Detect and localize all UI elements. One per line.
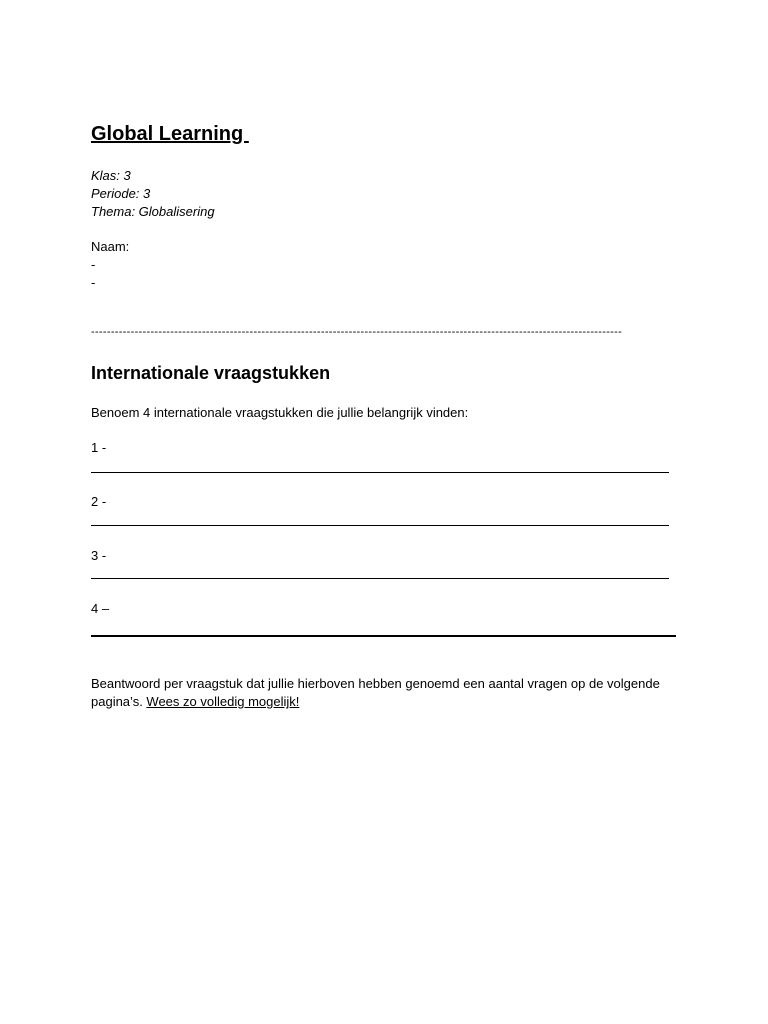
closing-text: Beantwoord per vraagstuk dat jullie hierboven hebben genoemd een aantal vragen op de volgende pagina’s. [91,676,660,709]
answer-item-label: 1 - [91,440,107,455]
closing-paragraph [91,675,681,711]
document-title: Global Learning [91,123,249,145]
name-entry: - [91,275,96,290]
answer-item-label: 4 – [91,601,110,616]
name-entry: - [91,257,96,272]
closing-emphasis: Wees zo volledig mogelijk! [146,694,300,709]
meta-thema: Thema: Globalisering [91,204,215,219]
meta-klas: Klas: 3 [91,168,131,183]
names-block [91,238,129,292]
answer-line [91,472,669,473]
dashed-divider: -------------------------------------------------------------------------------------------------------------------------------------- [91,326,623,338]
document-meta [91,167,215,221]
answer-item-label: 2 - [91,494,107,509]
answer-line [91,635,676,637]
answer-item-label: 3 - [91,548,107,563]
section-instruction: Benoem 4 internationale vraagstukken die jullie belangrijk vinden: [91,405,469,420]
meta-periode: Periode: 3 [91,186,151,201]
names-label: Naam: [91,239,130,254]
answer-line [91,578,669,579]
answer-line [91,525,669,526]
section-title: Internationale vraagstukken [91,363,331,383]
